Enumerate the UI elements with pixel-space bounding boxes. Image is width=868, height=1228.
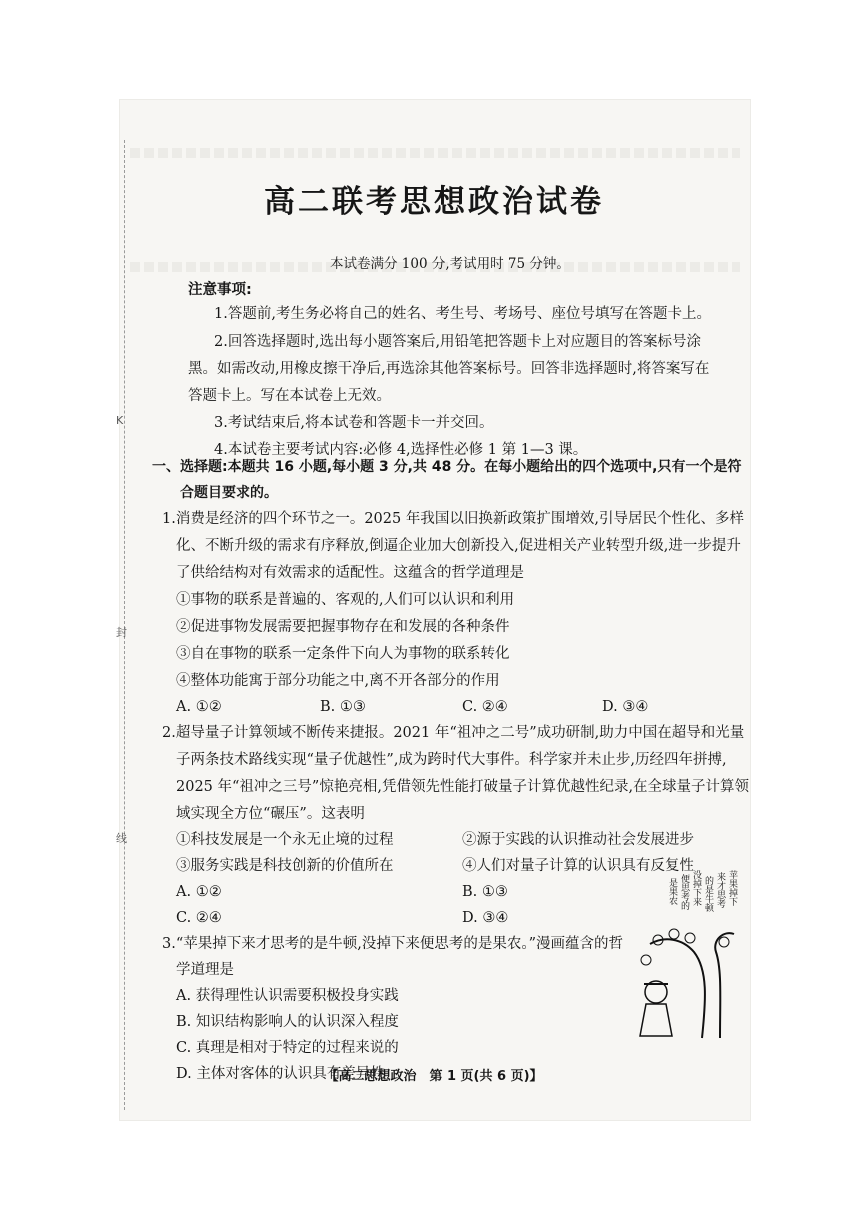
cartoon-text: 没掉下来 bbox=[691, 870, 701, 906]
q1-statement: ④整体功能寓于部分功能之中,离不开各部分的作用 bbox=[176, 673, 500, 689]
newton-apple-cartoon bbox=[624, 860, 744, 1040]
q2-stem: 2.超导量子计算领域不断传来捷报。2021 年“祖冲之二号”成功研制,助力中国在超导和光量 bbox=[162, 725, 745, 741]
q2-statement: ③服务实践是科技创新的价值所在 bbox=[176, 858, 394, 874]
tree-trunk bbox=[715, 933, 734, 1038]
cartoon-caption bbox=[667, 869, 738, 913]
q1-statement: ③自在事物的联系一定条件下向人为事物的联系转化 bbox=[176, 646, 510, 662]
cartoon-text: 便思考的 bbox=[679, 874, 689, 910]
exam-subtitle: 本试卷满分 100 分,考试用时 75 分钟。 bbox=[330, 256, 570, 272]
q2-option-d: D. ③④ bbox=[462, 910, 509, 926]
q2-statement: ②源于实践的认识推动社会发展进步 bbox=[462, 832, 694, 848]
q3-option-b: B. 知识结构影响人的认识深入程度 bbox=[176, 1014, 399, 1030]
q2-option-a: A. ①② bbox=[176, 884, 222, 900]
q2-stem: 子两条技术路线实现“量子优越性”,成为跨时代大事件。科学家并未止步,历经四年拼搏, bbox=[176, 752, 727, 768]
q3-option-a: A. 获得理性认识需要积极投身实践 bbox=[176, 988, 399, 1004]
q1-option-d: D. ③④ bbox=[602, 699, 649, 715]
binding-mark: 线 bbox=[116, 832, 127, 845]
tree-trunk bbox=[650, 939, 705, 1038]
q3-option-c: C. 真理是相对于特定的过程来说的 bbox=[176, 1040, 399, 1056]
page-footer: 【高二思想政治 第 1 页(共 6 页)】 bbox=[325, 1069, 543, 1084]
q1-stem: 化、不断升级的需求有序释放,倒逼企业加大创新投入,促进相关产业转型升级,进一步提升 bbox=[176, 538, 741, 554]
notice-line: 答题卡上。写在本试卷上无效。 bbox=[188, 388, 391, 404]
section-heading-cont: 合题目要求的。 bbox=[180, 485, 278, 501]
notice-line: 2.回答选择题时,选出每小题答案后,用铅笔把答题卡上对应题目的答案标号涂 bbox=[214, 334, 702, 350]
q2-stem: 域实现全方位“碾压”。这表明 bbox=[176, 806, 365, 822]
q1-statement: ①事物的联系是普遍的、客观的,人们可以认识和利用 bbox=[176, 592, 515, 608]
notice-line: 4.本试卷主要考试内容:必修 4,选择性必修 1 第 1—3 课。 bbox=[214, 442, 588, 458]
notice-line: 黑。如需改动,用橡皮擦干净后,再选涂其他答案标号。回答非选择题时,将答案写在 bbox=[188, 361, 710, 377]
q1-option-a: A. ①② bbox=[176, 699, 222, 715]
q2-option-c: C. ②④ bbox=[176, 910, 222, 926]
cartoon-text: 的是牛顿 bbox=[703, 876, 713, 912]
binding-mark: 封 bbox=[116, 626, 127, 639]
q2-option-b: B. ①③ bbox=[462, 884, 508, 900]
q3-stem: 学道理是 bbox=[176, 962, 234, 978]
binding-mark: K bbox=[116, 414, 124, 427]
apple-icon bbox=[719, 937, 729, 947]
q1-stem: 了供给结构对有效需求的适配性。这蕴含的哲学道理是 bbox=[176, 565, 524, 581]
q2-stem: 2025 年“祖冲之三号”惊艳亮相,凭借领先性能打破量子计算优越性纪录,在全球量子计算领 bbox=[176, 779, 750, 795]
notice-line: 1.答题前,考生务必将自己的姓名、考生号、考场号、座位号填写在答题卡上。 bbox=[214, 306, 711, 322]
bleed-through-line bbox=[130, 148, 740, 158]
cartoon-text: 苹果掉下 bbox=[727, 870, 737, 906]
q2-statement: ④人们对量子计算的认识具有反复性 bbox=[462, 858, 694, 874]
q3-option-d: D. 主体对客体的认识具有差异性 bbox=[176, 1066, 385, 1082]
q3-stem: 3.“苹果掉下来才思考的是牛顿,没掉下来便思考的是果农。”漫画蕴含的哲 bbox=[162, 936, 624, 952]
apple-icon bbox=[641, 955, 651, 965]
q2-statement: ①科技发展是一个永无止境的过程 bbox=[176, 832, 394, 848]
cartoon-text: 是果农 bbox=[667, 878, 677, 905]
q1-stem: 1.消费是经济的四个环节之一。2025 年我国以旧换新政策扩围增效,引导居民个性化、多样 bbox=[162, 511, 744, 527]
page-title: 高二联考思想政治试卷 bbox=[264, 184, 604, 220]
apple-icon bbox=[669, 929, 679, 939]
q1-option-b: B. ①③ bbox=[320, 699, 366, 715]
notice-line: 3.考试结束后,将本试卷和答题卡一并交回。 bbox=[214, 415, 494, 431]
section-heading: 一、选择题:本题共 16 小题,每小题 3 分,共 48 分。在每小题给出的四个选项中,只有一个是符 bbox=[152, 459, 742, 475]
cartoon-text: 来才思考 bbox=[715, 872, 725, 908]
q1-option-c: C. ②④ bbox=[462, 699, 508, 715]
farmer-body bbox=[640, 1004, 672, 1036]
q1-statement: ②促进事物发展需要把握事物存在和发展的各种条件 bbox=[176, 619, 510, 635]
apple-icon bbox=[685, 933, 695, 943]
notice-heading: 注意事项: bbox=[188, 282, 252, 298]
